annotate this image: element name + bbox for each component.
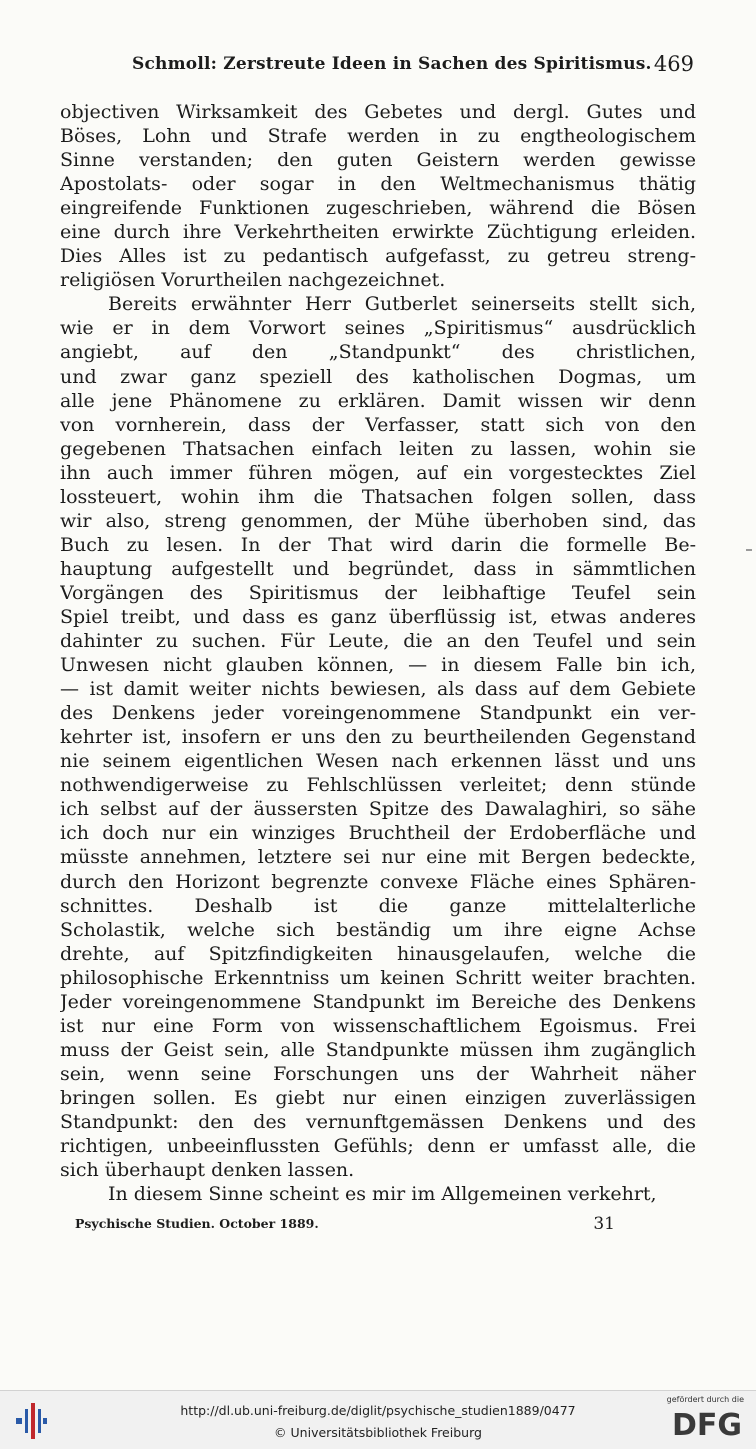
text-line: Scholastik, welche sich beständig um ihre eigne Achse [60,918,696,941]
text-line: drehte, auf Spitzfindigkeiten hinausgelaufen, welche die [60,942,696,965]
text-line: Jeder voreingenommene Standpunkt im Bereiche des Denkens [60,990,696,1013]
text-line: nothwendigerweise zu Fehlschlüssen verleitet; denn stünde [60,774,696,797]
journal-footer: Psychische Studien. October 1889. [75,1216,319,1231]
text-line: Buch zu lesen. In der That wird darin die formelle Be- [60,533,696,556]
text-line: ich selbst auf der äussersten Spitze des Dawalaghiri, so sähe [60,798,696,821]
text-line: Unwesen nicht glauben können, — in diesem Falle bin ich, [60,654,696,677]
text-line: eine durch ihre Verkehrtheiten erwirkte Züchtigung erleiden. [60,221,696,244]
text-line: ihn auch immer führen mögen, auf ein vorgestecktes Ziel [60,461,696,484]
text-line: Bereits erwähnter Herr Gutberlet seinerseits stellt sich, [108,293,696,316]
text-line: durch den Horizont begrenzte convexe Fläche eines Sphären- [60,870,696,893]
text-line: Vorgängen des Spiritismus der leibhaftige Teufel sein [60,581,696,604]
text-line: sich überhaupt denken lassen. [60,1159,355,1182]
text-line: kehrter ist, insofern er uns den zu beurtheilenden Gegenstand [60,726,696,749]
text-line: ich doch nur ein winziges Bruchtheil der Erdoberfläche und [60,822,696,845]
page-footer [75,1216,615,1238]
text-line: eingreifende Funktionen zugeschrieben, während die Bösen [60,197,696,220]
margin-mark [746,549,752,551]
text-line: Apostolats- oder sogar in den Weltmechanismus thätig [60,173,696,196]
page-header [60,52,696,84]
source-url-link[interactable]: http://dl.ub.uni-freiburg.de/diglit/psychische_studien1889/0477 [180,1403,576,1418]
text-line: und zwar ganz speziell des katholischen Dogmas, um [60,365,696,388]
text-line: sein, wenn seine Forschungen uns der Wahrheit näher [60,1062,696,1085]
text-line: Sinne verstanden; den guten Geistern werden gewisse [60,149,696,172]
text-line: schnittes. Deshalb ist die ganze mittelalterliche [60,894,696,917]
text-line: philosophische Erkenntniss um keinen Schritt weiter brachten. [60,966,696,989]
text-line: ist nur eine Form von wissenschaftlichem Egoismus. Frei [60,1014,696,1037]
text-line: objectiven Wirksamkeit des Gebetes und dergl. Gutes und [60,101,696,123]
text-line: bringen sollen. Es giebt nur einen einzigen zuverlässigen [60,1086,696,1109]
text-line: Standpunkt: den des vernunftgemässen Denkens und des [60,1110,696,1133]
text-line: wir also, streng genommen, der Mühe überhoben sind, das [60,509,696,532]
text-line: muss der Geist sein, alle Standpunkte müssen ihm zugänglich [60,1038,696,1061]
viewer-footer-bar [0,1390,756,1449]
signature-mark: 31 [593,1214,615,1234]
copyright-notice: © Universitätsbibliothek Freiburg [274,1425,482,1440]
text-line: — ist damit weiter nichts bewiesen, als dass auf dem Gebiete [60,678,696,701]
running-title: Schmoll: Zerstreute Ideen in Sachen des Spiritismus. [132,54,652,74]
text-line: des Denkens jeder voreingenommene Standpunkt ein ver- [60,702,696,725]
dfg-funding-note: gefördert durch die [666,1395,744,1404]
text-line: Dies Alles ist zu pedantisch aufgefasst, zu getreu streng- [60,245,696,268]
text-line: hauptung aufgestellt und begründet, dass in sämmtlichen [60,557,696,580]
text-line: von vornherein, dass der Verfasser, statt sich von den [60,413,696,436]
text-line: Spiel treibt, und dass es ganz überflüssig ist, etwas anderes [60,605,696,628]
text-line: angiebt, auf den „Standpunkt“ des christlichen, [60,341,696,364]
text-line: dahinter zu suchen. Für Leute, die an den Teufel und sein [60,630,696,653]
text-line: alle jene Phänomene zu erklären. Damit wissen wir denn [60,389,696,412]
text-line: In diesem Sinne scheint es mir im Allgemeinen verkehrt, [108,1183,657,1206]
text-line: lossteuert, wohin ihm die Thatsachen folgen sollen, dass [60,485,696,508]
text-line: müsste annehmen, letztere sei nur eine mit Bergen bedeckte, [60,846,696,869]
text-line: wie er in dem Vorwort seines „Spiritismus“ ausdrücklich [60,317,696,340]
dfg-logo-icon[interactable] [668,1406,746,1440]
text-line: gegebenen Thatsachen einfach leiten zu lassen, wohin sie [60,437,696,460]
text-line: Böses, Lohn und Strafe werden in zu engtheologischem [60,125,696,148]
body-text [60,100,696,1206]
text-line: nie seinem eigentlichen Wesen nach erkennen lässt und uns [60,750,696,773]
page-number: 469 [653,52,694,76]
text-line: religiösen Vorurtheilen nachgezeichnet. [60,269,446,292]
dfg-logo-text: DFG [671,1408,743,1440]
text-line: richtigen, unbeeinflussten Gefühls; denn er umfasst alle, die [60,1135,696,1158]
